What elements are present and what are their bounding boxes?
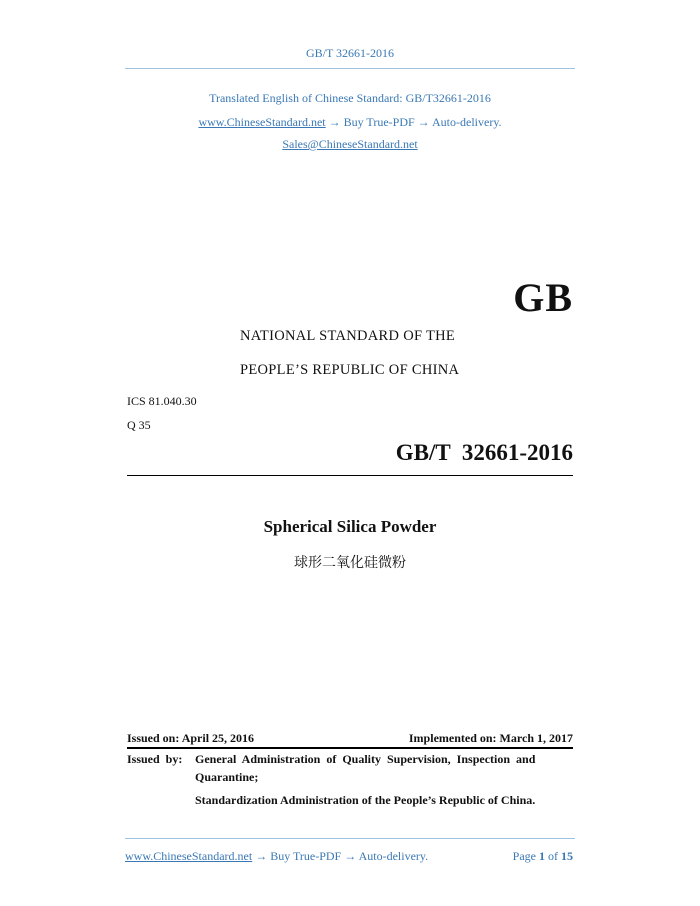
issued-by-label: Issued by: <box>127 752 183 766</box>
ccs-code: Q 35 <box>127 418 151 432</box>
running-header <box>0 46 700 61</box>
issuer-aqsiq-line1: General Administration of Quality Supervision, Inspection and <box>195 752 536 766</box>
arrow-right-icon: → <box>328 115 341 129</box>
site-link[interactable]: www.ChineseStandard.net <box>198 115 326 129</box>
title-chinese: 球形二氧化硅微粉 <box>294 555 406 571</box>
standard-number-rule <box>127 475 573 476</box>
page-current: 1 <box>539 849 545 863</box>
of-word: of <box>548 849 558 863</box>
header-rule <box>125 68 575 69</box>
footer-site-link[interactable]: www.ChineseStandard.net <box>125 849 253 863</box>
buy-true-pdf-text: Buy True-PDF <box>343 115 415 129</box>
footer-purchase-line <box>125 849 428 864</box>
standard-number: GB/T 32661-2016 <box>395 440 573 465</box>
email-line <box>0 137 700 152</box>
national-standard-line2: PEOPLE’S REPUBLIC OF CHINA <box>240 362 460 378</box>
page-word: Page <box>512 849 536 863</box>
page-indicator <box>513 849 573 864</box>
title-english: Spherical Silica Powder <box>263 517 437 536</box>
implemented-on-date: Implemented on: March 1, 2017 <box>408 731 573 745</box>
header-doc-code: GB/T 32661-2016 <box>305 46 395 60</box>
footer-buy-true-pdf-text: Buy True-PDF <box>270 849 342 863</box>
arrow-right-icon: → <box>255 849 268 863</box>
auto-delivery-text: Auto-delivery. <box>432 115 502 129</box>
issuer-aqsiq-line2: Quarantine; <box>195 770 259 784</box>
arrow-right-icon: → <box>417 115 430 129</box>
issuance-rule <box>127 747 573 749</box>
national-standard-line1: NATIONAL STANDARD OF THE <box>240 328 456 344</box>
page-total: 15 <box>561 849 573 863</box>
footer-auto-delivery-text: Auto-delivery. <box>358 849 429 863</box>
gb-mark: GB <box>513 275 573 320</box>
issued-on-date: Issued on: April 25, 2016 <box>127 731 255 745</box>
arrow-right-icon: → <box>344 849 357 863</box>
purchase-line <box>0 115 700 130</box>
translation-notice: Translated English of Chinese Standard: GB/T32661-2016 <box>209 91 491 105</box>
issuer-sac: Standardization Administration of the People’s Republic of China. <box>195 793 536 807</box>
sales-email-link[interactable]: Sales@ChineseStandard.net <box>282 137 418 151</box>
footer-rule <box>125 838 575 839</box>
ics-code: ICS 81.040.30 <box>127 394 197 408</box>
